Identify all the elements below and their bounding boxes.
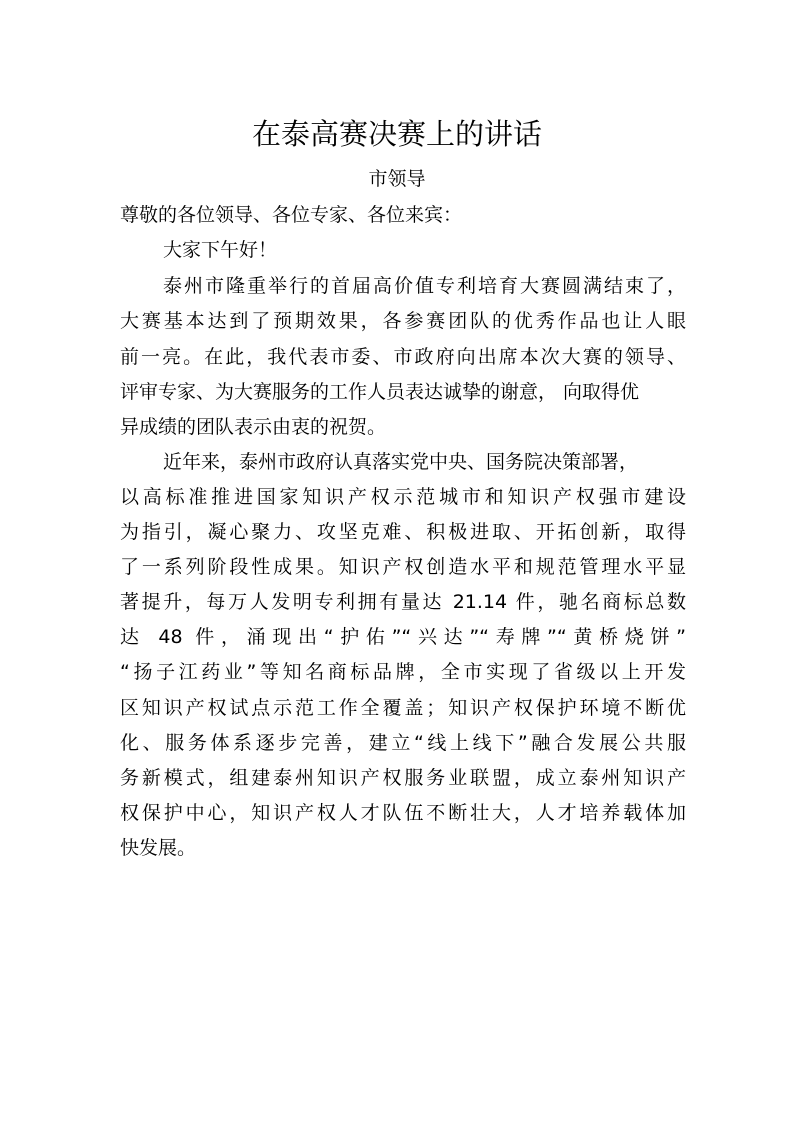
paragraph-1-line-3: 前一亮。在此，我代表市委、市政府向出席本次大赛的领导、 [120, 346, 686, 368]
paragraph-1-line-5: 异成绩的团队表示由衷的祝贺。 [120, 416, 387, 438]
paragraph-2-line-5: 著提升，每万人发明专利拥有量达 21.14 件，驰名商标总数 [120, 591, 686, 613]
greeting: 大家下午好！ [163, 239, 278, 261]
salutation: 尊敬的各位领导、各位专家、各位来宾： [120, 204, 463, 226]
author-line: 市领导 [368, 168, 426, 190]
paragraph-2-line-9: 化、服务体系逐步完善，建立“线上线下”融合发展公共服 [120, 732, 686, 754]
page-title: 在泰高赛决赛上的讲话 [251, 117, 542, 151]
paragraph-2-line-8: 区知识产权试点示范工作全覆盖；知识产权保护环境不断优 [120, 697, 686, 719]
paragraph-2-line-6: 达 48 件，涌现出“护佑”“兴达”“寿牌”“黄桥烧饼” [120, 626, 686, 648]
paragraph-2-line-7: “扬子江药业”等知名商标品牌，全市实现了省级以上开发 [120, 661, 686, 683]
paragraph-2-line-2: 以高标准推进国家知识产权示范城市和知识产权强市建设 [120, 486, 686, 508]
paragraph-1-line-4: 评审专家、为大赛服务的工作人员表达诚挚的谢意， 向取得优 [120, 381, 640, 403]
paragraph-2-line-11: 权保护中心，知识产权人才队伍不断壮大，人才培养载体加 [120, 802, 686, 824]
paragraph-1-line-2: 大赛基本达到了预期效果，各参赛团队的优秀作品也让人眼 [120, 310, 686, 332]
paragraph-2-line-4: 了一系列阶段性成果。知识产权创造水平和规范管理水平显 [120, 556, 686, 578]
paragraph-2-line-3: 为指引，凝心聚力、攻坚克难、积极进取、开拓创新，取得 [120, 521, 686, 543]
paragraph-2-line-1: 近年来，泰州市政府认真落实党中央、国务院决策部署， [163, 451, 639, 473]
paragraph-2-line-10: 务新模式，组建泰州知识产权服务业联盟，成立泰州知识产 [120, 767, 686, 789]
paragraph-2-line-12: 快发展。 [120, 837, 197, 859]
paragraph-1-line-1: 泰州市隆重举行的首届高价值专利培育大赛圆满结束了， [163, 275, 686, 297]
